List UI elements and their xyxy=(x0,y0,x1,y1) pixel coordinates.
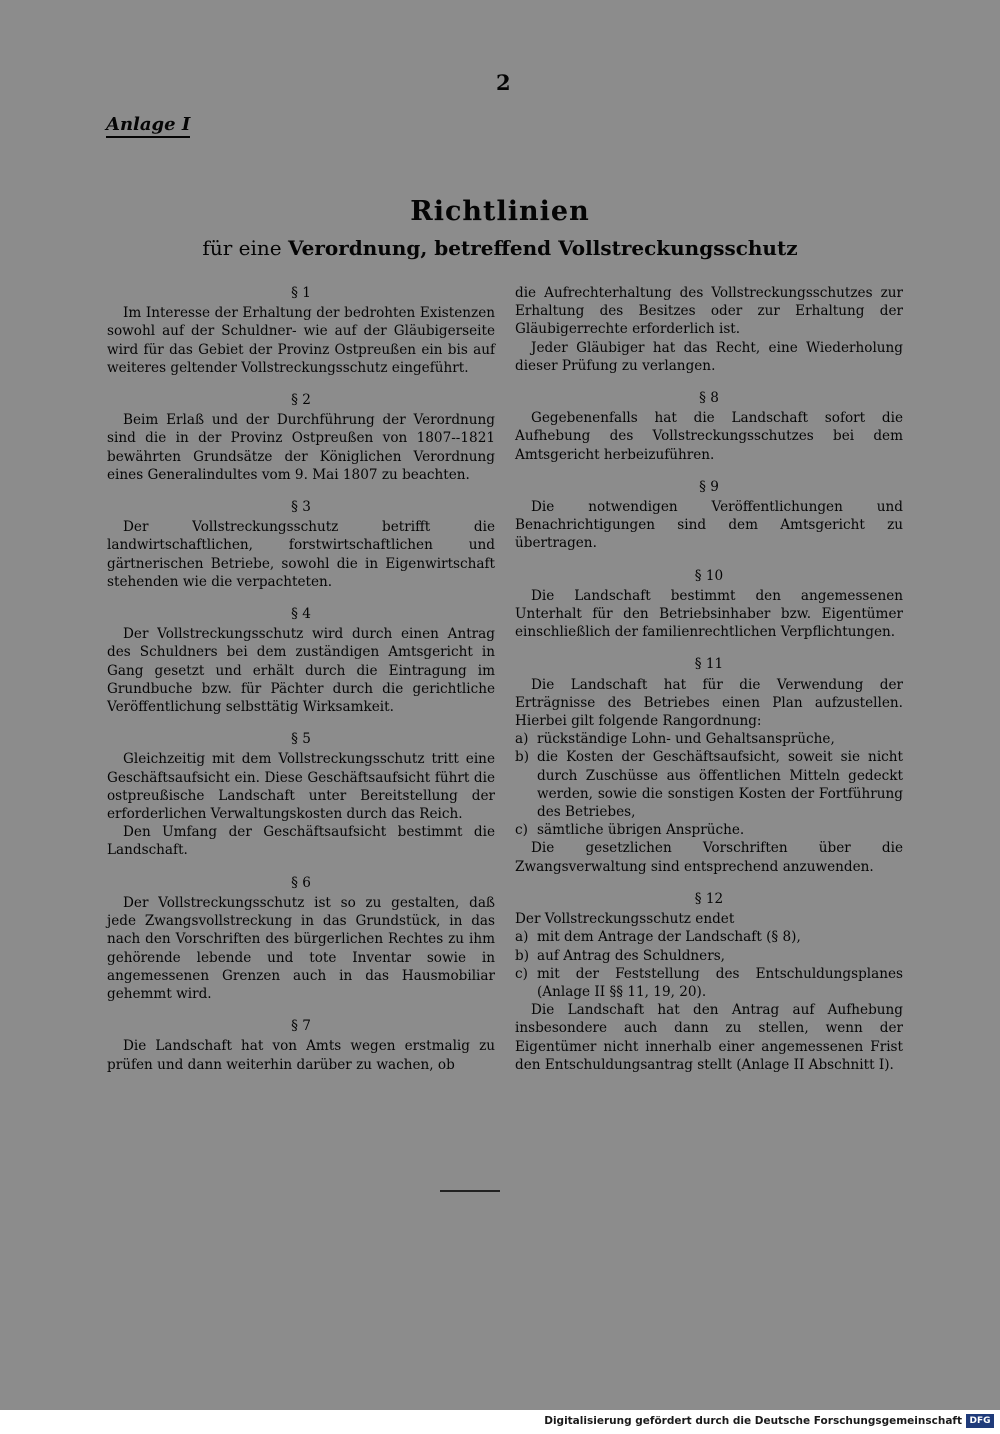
section-paragraph: Der Vollstreckungsschutz endet xyxy=(515,911,735,928)
list-item xyxy=(515,965,903,1001)
section-paragraph: Beim Erlaß und der Durchführung der Verordnung sind die in der Provinz Ostpreußen von 1807--1821 bewährten Grundsätze der Königlichen Verordnung eines Generalindultes vom 9. Mai 1807 zu beachten. xyxy=(107,412,495,483)
section-paragraph: Die notwendigen Veröffentlichungen und Benachrichtigungen sind dem Amtsgericht zu übertragen. xyxy=(515,499,903,552)
list-item-label: b) xyxy=(515,947,530,964)
section-paragraph: Der Vollstreckungsschutz wird durch einen Antrag des Schuldners bei dem zuständigen Amtsgericht in Gang gesetzt und erhält durch die Eintragung im Grundbuche bzw. für Pächter durch die gerichtliche Veröffentlichung selbsttätig Wirksamkeit. xyxy=(107,626,495,716)
section-heading: § 3 xyxy=(291,499,311,516)
section-paragraph: Den Umfang der Geschäftsaufsicht bestimmt die Landschaft. xyxy=(107,824,495,859)
document-title: Richtlinien xyxy=(410,196,590,227)
section-heading: § 1 xyxy=(291,285,311,301)
subtitle-prefix: für eine xyxy=(202,236,282,260)
section-paragraph: Der Vollstreckungsschutz ist so zu gestalten, daß jede Zwangsvollstreckung in das Grundstück, in das nach den Vorschriften des bürgerlichen Rechtes zu ihm gehörende lebende und tote Inventar sowie in angemessenen Grenzen auch in das Hausmobiliar gehemmt wird. xyxy=(107,894,495,1002)
section-heading: § 4 xyxy=(291,606,311,623)
funding-credit: Digitalisierung gefördert durch die Deutsche Forschungsgemeinschaft xyxy=(544,1415,962,1427)
divider xyxy=(440,1190,500,1192)
annex-label: Anlage I xyxy=(106,114,190,138)
section-heading: § 8 xyxy=(699,390,719,407)
list-item-text: mit dem Antrage der Landschaft (§ 8), xyxy=(537,929,801,946)
section-paragraph: Die Landschaft bestimmt den angemessenen Unterhalt für den Betriebsinhaber bzw. Eigentümer einschließlich der familienrechtlichen Verpflichtungen. xyxy=(515,587,903,641)
right-column xyxy=(515,284,903,1074)
dfg-logo: DFG xyxy=(966,1414,994,1428)
section-heading: § 6 xyxy=(291,874,311,891)
section-paragraph: Im Interesse der Erhaltung der bedrohten Existenzen sowohl auf der Schuldner- wie auf der Gläubigerseite wird für das Gebiet der Provinz Ostpreußen ein bis auf weiteres geltender Vollstreckungsschutz eingeführt. xyxy=(107,305,495,376)
list-item-text: sämtliche übrigen Ansprüche. xyxy=(537,822,745,839)
section-heading: § 5 xyxy=(291,731,311,748)
section-paragraph: Die Landschaft hat von Amts wegen erstmalig zu prüfen und dann weiterhin darüber zu wachen, ob xyxy=(107,1038,495,1073)
list-item xyxy=(515,928,903,946)
termination-list xyxy=(515,928,903,1001)
section-paragraph: die Aufrechterhaltung des Vollstreckungsschutzes zur Erhaltung des Besitzes oder zur Erhaltung der Gläubigerrechte erforderlich ist. xyxy=(515,285,903,338)
list-item-label: a) xyxy=(515,731,529,748)
list-item-label: c) xyxy=(515,822,528,839)
list-item-label: c) xyxy=(515,965,528,982)
left-column xyxy=(107,284,495,1074)
subtitle-main: Verordnung, betreffend Vollstreckungsschutz xyxy=(287,236,798,260)
ranking-list xyxy=(515,730,903,839)
list-item-label: a) xyxy=(515,929,529,946)
list-item-text: mit der Feststellung des Entschuldungsplanes (Anlage II §§ 11, 19, 20). xyxy=(537,965,903,1000)
section-heading: § 11 xyxy=(694,656,724,673)
section-paragraph: Der Vollstreckungsschutz betrifft die landwirtschaftlichen, forstwirtschaftlichen und gärtnerischen Betriebe, sowohl die in Eigenwirtschaft stehenden wie die verpachteten. xyxy=(107,519,495,590)
section-heading: § 9 xyxy=(699,478,719,495)
section-heading: § 10 xyxy=(694,567,724,584)
section-paragraph: Jeder Gläubiger hat das Recht, eine Wiederholung dieser Prüfung zu verlangen. xyxy=(515,339,903,374)
section-heading: § 2 xyxy=(291,392,311,409)
list-item-text: auf Antrag des Schuldners, xyxy=(537,947,725,964)
list-item-text: rückständige Lohn- und Gehaltsansprüche, xyxy=(537,731,835,748)
section-heading: § 12 xyxy=(694,890,724,907)
list-item xyxy=(515,748,903,821)
list-item xyxy=(515,730,903,748)
list-item-text: die Kosten der Geschäftsaufsicht, soweit sie nicht durch Zuschüsse aus öffentlichen Mitteln gedeckt werden, sowie die sonstigen Kosten der Fortführung des Betriebes, xyxy=(537,749,903,821)
footer-bar xyxy=(0,1410,1000,1434)
page-number: 2 xyxy=(496,70,511,95)
section-paragraph: Die gesetzlichen Vorschriften über die Zwangsverwaltung sind entsprechend anzuwenden. xyxy=(515,840,903,875)
section-paragraph: Die Landschaft hat für die Verwendung der Erträgnisse des Betriebes einen Plan aufzustellen. Hierbei gilt folgende Rangordnung: xyxy=(515,676,903,730)
section-paragraph: Gegebenenfalls hat die Landschaft sofort die Aufhebung des Vollstreckungsschutzes bei dem Amtsgericht herbeizuführen. xyxy=(515,410,903,463)
list-item-label: b) xyxy=(515,749,530,766)
section-heading: § 7 xyxy=(291,1018,311,1035)
section-paragraph: Die Landschaft hat den Antrag auf Aufhebung insbesondere auch dann zu stellen, wenn der Eigentümer nicht innerhalb einer angemessenen Frist den Entschuldungsantrag stellt (Anlage II Abschnitt I). xyxy=(515,1002,903,1073)
section-paragraph: Gleichzeitig mit dem Vollstreckungsschutz tritt eine Geschäftsaufsicht ein. Diese Geschäftsaufsicht führt die ostpreußische Landschaft unter Bereitstellung der erforderlichen Verwaltungskosten durch das Reich. xyxy=(107,751,495,823)
list-item xyxy=(515,947,903,965)
list-item xyxy=(515,821,903,839)
document-subtitle xyxy=(0,236,1000,260)
